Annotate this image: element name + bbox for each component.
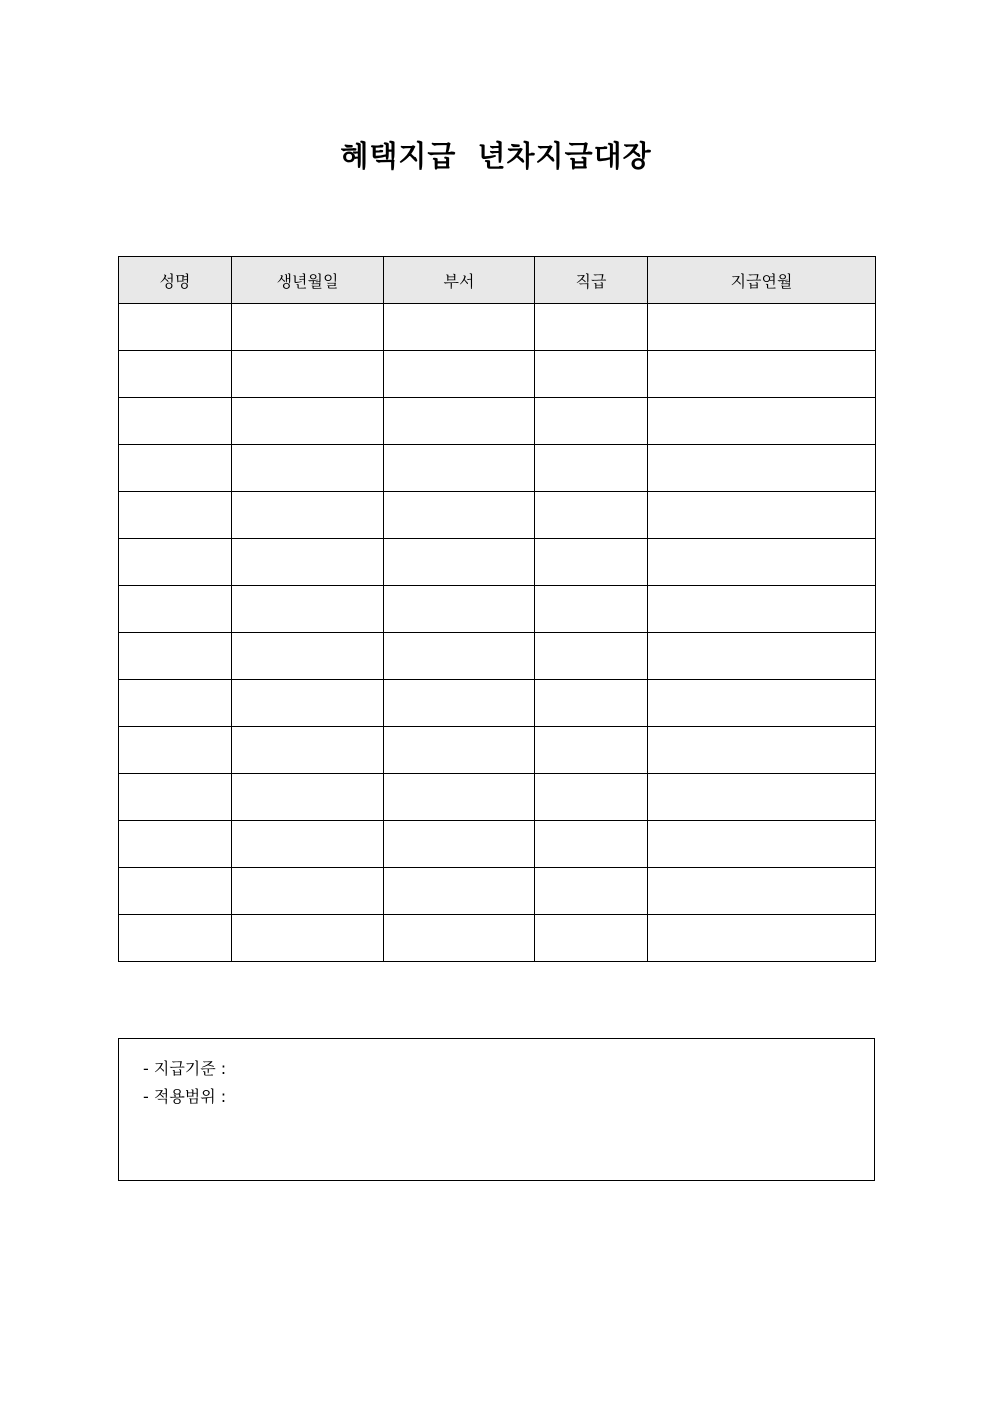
table-row <box>119 633 876 680</box>
table-cell-payment-month[interactable] <box>648 915 876 962</box>
table-cell-name[interactable] <box>119 445 232 492</box>
table-row <box>119 915 876 962</box>
table-cell-department[interactable] <box>384 351 535 398</box>
table-row <box>119 398 876 445</box>
table-cell-birthdate[interactable] <box>232 304 384 351</box>
table-cell-payment-month[interactable] <box>648 586 876 633</box>
table-cell-position[interactable] <box>535 398 648 445</box>
table-row <box>119 727 876 774</box>
table-cell-payment-month[interactable] <box>648 868 876 915</box>
table-cell-department[interactable] <box>384 727 535 774</box>
table-cell-department[interactable] <box>384 915 535 962</box>
table-cell-department[interactable] <box>384 492 535 539</box>
table-cell-position[interactable] <box>535 492 648 539</box>
table-cell-payment-month[interactable] <box>648 398 876 445</box>
table-row <box>119 821 876 868</box>
table-cell-birthdate[interactable] <box>232 398 384 445</box>
table-cell-name[interactable] <box>119 492 232 539</box>
table-cell-department[interactable] <box>384 821 535 868</box>
table-cell-department[interactable] <box>384 445 535 492</box>
table-cell-payment-month[interactable] <box>648 492 876 539</box>
table-cell-birthdate[interactable] <box>232 868 384 915</box>
table-cell-birthdate[interactable] <box>232 774 384 821</box>
table-cell-department[interactable] <box>384 633 535 680</box>
table-cell-birthdate[interactable] <box>232 445 384 492</box>
note-application-scope: - 적용범위 : <box>143 1087 227 1106</box>
table-cell-payment-month[interactable] <box>648 351 876 398</box>
table-cell-position[interactable] <box>535 351 648 398</box>
column-header-department: 부서 <box>384 257 535 304</box>
column-header-name: 성명 <box>119 257 232 304</box>
table-cell-name[interactable] <box>119 398 232 445</box>
table-header-row <box>119 257 876 304</box>
table-cell-payment-month[interactable] <box>648 633 876 680</box>
page-title: 혜택지급 년차지급대장 <box>340 139 652 173</box>
column-header-birthdate: 생년월일 <box>232 257 384 304</box>
table-cell-department[interactable] <box>384 868 535 915</box>
table-cell-position[interactable] <box>535 680 648 727</box>
table-cell-name[interactable] <box>119 304 232 351</box>
table-cell-department[interactable] <box>384 398 535 445</box>
table-cell-name[interactable] <box>119 586 232 633</box>
table-cell-payment-month[interactable] <box>648 539 876 586</box>
table-row <box>119 774 876 821</box>
table-cell-name[interactable] <box>119 821 232 868</box>
payment-ledger-table <box>118 256 876 962</box>
table-cell-name[interactable] <box>119 774 232 821</box>
table-cell-position[interactable] <box>535 539 648 586</box>
table-cell-name[interactable] <box>119 539 232 586</box>
table-cell-birthdate[interactable] <box>232 539 384 586</box>
table-cell-name[interactable] <box>119 680 232 727</box>
table-cell-position[interactable] <box>535 304 648 351</box>
table-cell-name[interactable] <box>119 633 232 680</box>
table-cell-position[interactable] <box>535 633 648 680</box>
table-cell-payment-month[interactable] <box>648 727 876 774</box>
table-cell-birthdate[interactable] <box>232 727 384 774</box>
table-row <box>119 539 876 586</box>
table-row <box>119 304 876 351</box>
table-cell-position[interactable] <box>535 774 648 821</box>
table-cell-birthdate[interactable] <box>232 586 384 633</box>
table-row <box>119 586 876 633</box>
column-header-payment-month: 지급연월 <box>648 257 876 304</box>
column-header-position: 직급 <box>535 257 648 304</box>
table-cell-position[interactable] <box>535 915 648 962</box>
table-cell-payment-month[interactable] <box>648 821 876 868</box>
table-cell-position[interactable] <box>535 868 648 915</box>
notes-box <box>118 1038 875 1181</box>
table-cell-payment-month[interactable] <box>648 304 876 351</box>
table-body <box>119 304 876 962</box>
table-cell-birthdate[interactable] <box>232 633 384 680</box>
table-cell-position[interactable] <box>535 727 648 774</box>
table-cell-position[interactable] <box>535 586 648 633</box>
table-cell-department[interactable] <box>384 539 535 586</box>
table-cell-birthdate[interactable] <box>232 915 384 962</box>
table-cell-payment-month[interactable] <box>648 680 876 727</box>
table-cell-name[interactable] <box>119 868 232 915</box>
table-row <box>119 492 876 539</box>
table-cell-department[interactable] <box>384 586 535 633</box>
table-cell-position[interactable] <box>535 445 648 492</box>
table-cell-birthdate[interactable] <box>232 821 384 868</box>
note-payment-criteria: - 지급기준 : <box>143 1059 227 1078</box>
table-cell-department[interactable] <box>384 680 535 727</box>
table-row <box>119 868 876 915</box>
table-row <box>119 351 876 398</box>
table-cell-name[interactable] <box>119 915 232 962</box>
table-cell-birthdate[interactable] <box>232 492 384 539</box>
table-cell-department[interactable] <box>384 304 535 351</box>
table-cell-department[interactable] <box>384 774 535 821</box>
table-row <box>119 445 876 492</box>
table-cell-payment-month[interactable] <box>648 445 876 492</box>
table-cell-name[interactable] <box>119 727 232 774</box>
table-cell-birthdate[interactable] <box>232 351 384 398</box>
table-cell-payment-month[interactable] <box>648 774 876 821</box>
table-cell-position[interactable] <box>535 821 648 868</box>
table-cell-birthdate[interactable] <box>232 680 384 727</box>
table-cell-name[interactable] <box>119 351 232 398</box>
table-row <box>119 680 876 727</box>
